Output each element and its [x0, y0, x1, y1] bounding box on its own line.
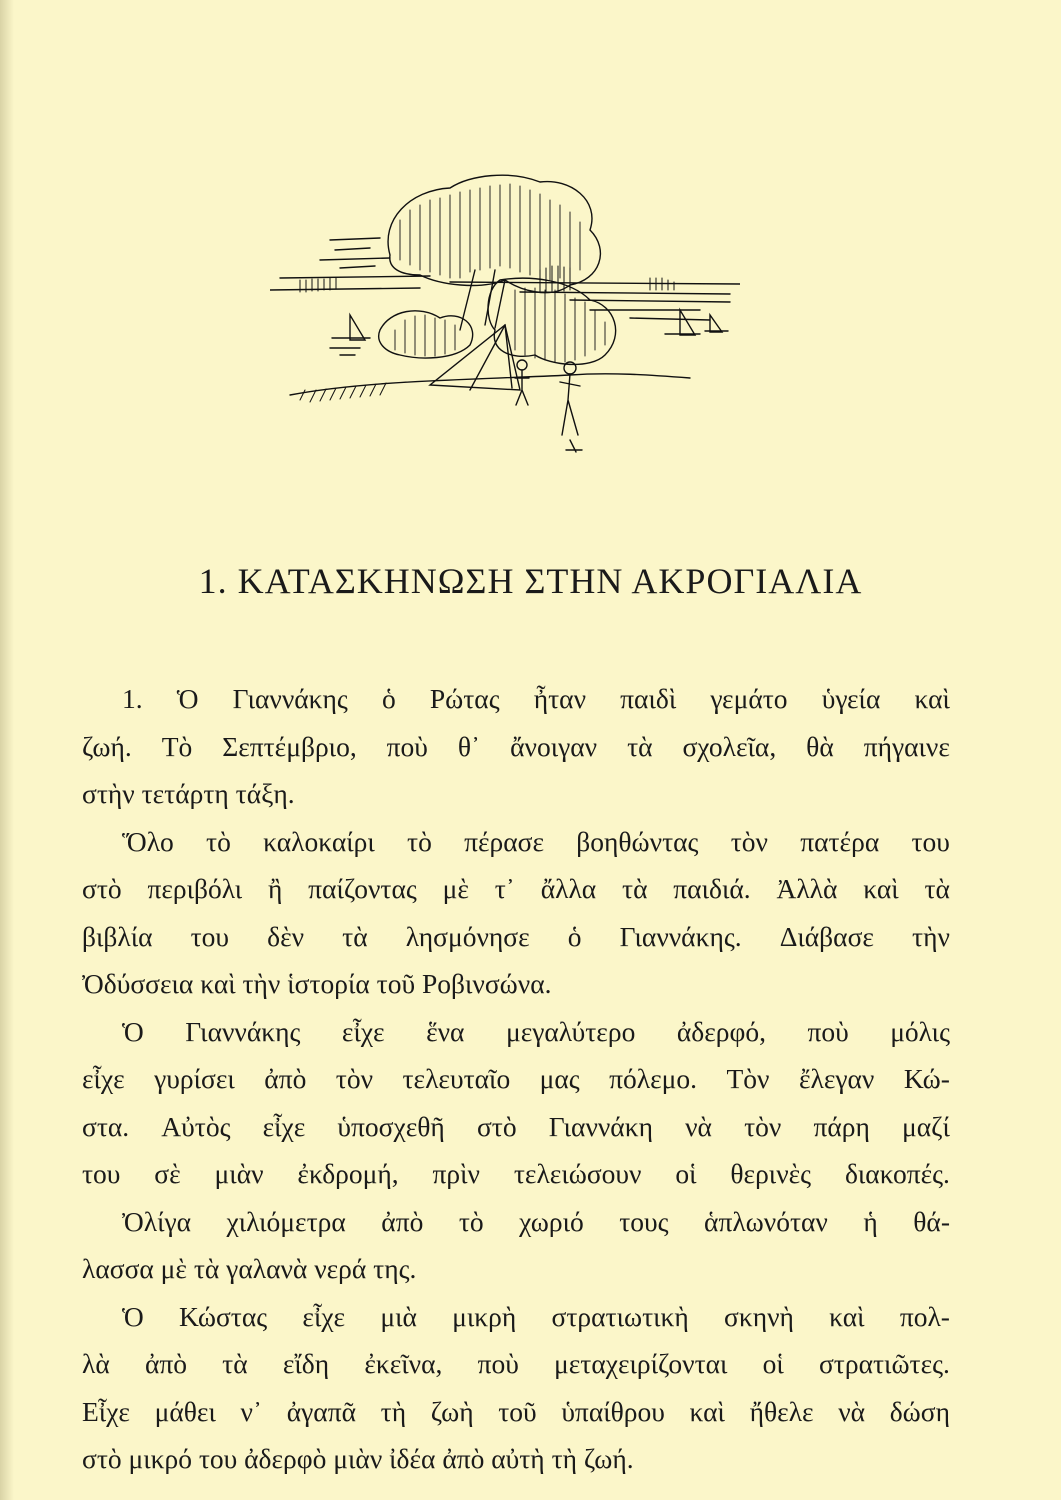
text-line: στα. Αὐτὸς εἶχε ὑποσχεθῆ στὸ Γιαννάκη νὰ τὸν πάρη μαζί — [82, 1110, 950, 1142]
text-line: 1. Ὁ Γιαννάκης ὁ Ρώτας ἦταν παιδὶ γεμάτο ὑγεία καὶ — [122, 683, 950, 714]
text-line: Ὀδύσσεια καὶ τὴν ἱστορία τοῦ Ροβινσώνα. — [82, 968, 552, 999]
body-text — [82, 675, 950, 1483]
text-line: Ὁ Γιαννάκης εἶχε ἕνα μεγαλύτερο ἀδερφό, ποὺ μόλις — [122, 1015, 950, 1047]
text-line: του σὲ μιὰν ἐκδρομή, πρὶν τελειώσουν οἱ θερινὲς διακοπές. — [82, 1158, 950, 1189]
text-line: Ὅλο τὸ καλοκαίρι τὸ πέρασε βοηθώντας τὸν πατέρα του — [122, 825, 950, 857]
text-line: Ὁ Κώστας εἶχε μιὰ μικρὴ στρατιωτικὴ σκηνὴ καὶ πολ- — [122, 1300, 950, 1332]
text-line: λασσα μὲ τὰ γαλανὰ νερά της. — [82, 1253, 417, 1284]
text-line: ζωή. Τὸ Σεπτέμβριο, ποὺ θ᾽ ἄνοιγαν τὰ σχολεῖα, θὰ πήγαινε — [82, 730, 950, 762]
text-line: βιβλία του δὲν τὰ λησμόνησε ὁ Γιαννάκης. Διάβασε τὴν — [82, 920, 950, 952]
chapter-title: 1. ΚΑΤΑΣΚΗΝΩΣΗ ΣΤΗΝ ΑΚΡΟΓΙΑΛΙΑ — [198, 561, 863, 601]
text-line: Εἶχε μάθει ν᾽ ἀγαπᾶ τὴ ζωὴ τοῦ ὑπαίθρου καὶ ἤθελε νὰ δώση — [82, 1395, 950, 1427]
text-line: στὸ μικρό του ἀδερφὸ μιὰν ἰδέα ἀπὸ αὐτὴ τὴ ζωή. — [82, 1443, 634, 1474]
page-edge — [0, 0, 14, 1500]
text-line: λὰ ἀπὸ τὰ εἴδη ἐκεῖνα, ποὺ μεταχειρίζονται οἱ στρατιῶτες. — [82, 1348, 950, 1379]
text-line: εἶχε γυρίσει ἀπὸ τὸν τελευταῖο μας πόλεμο. Τὸν ἔλεγαν Κώ- — [82, 1063, 950, 1094]
text-line: στὸ περιβόλι ἢ παίζοντας μὲ τ᾽ ἄλλα τὰ παιδιά. Ἀλλὰ καὶ τὰ — [82, 873, 950, 904]
text-line: στὴν τετάρτη τάξη. — [82, 778, 295, 809]
seaside-camp-drawing-icon — [270, 160, 740, 460]
text-line: Ὀλίγα χιλιόμετρα ἀπὸ τὸ χωριό τους ἁπλωνόταν ἡ θά- — [122, 1205, 950, 1237]
